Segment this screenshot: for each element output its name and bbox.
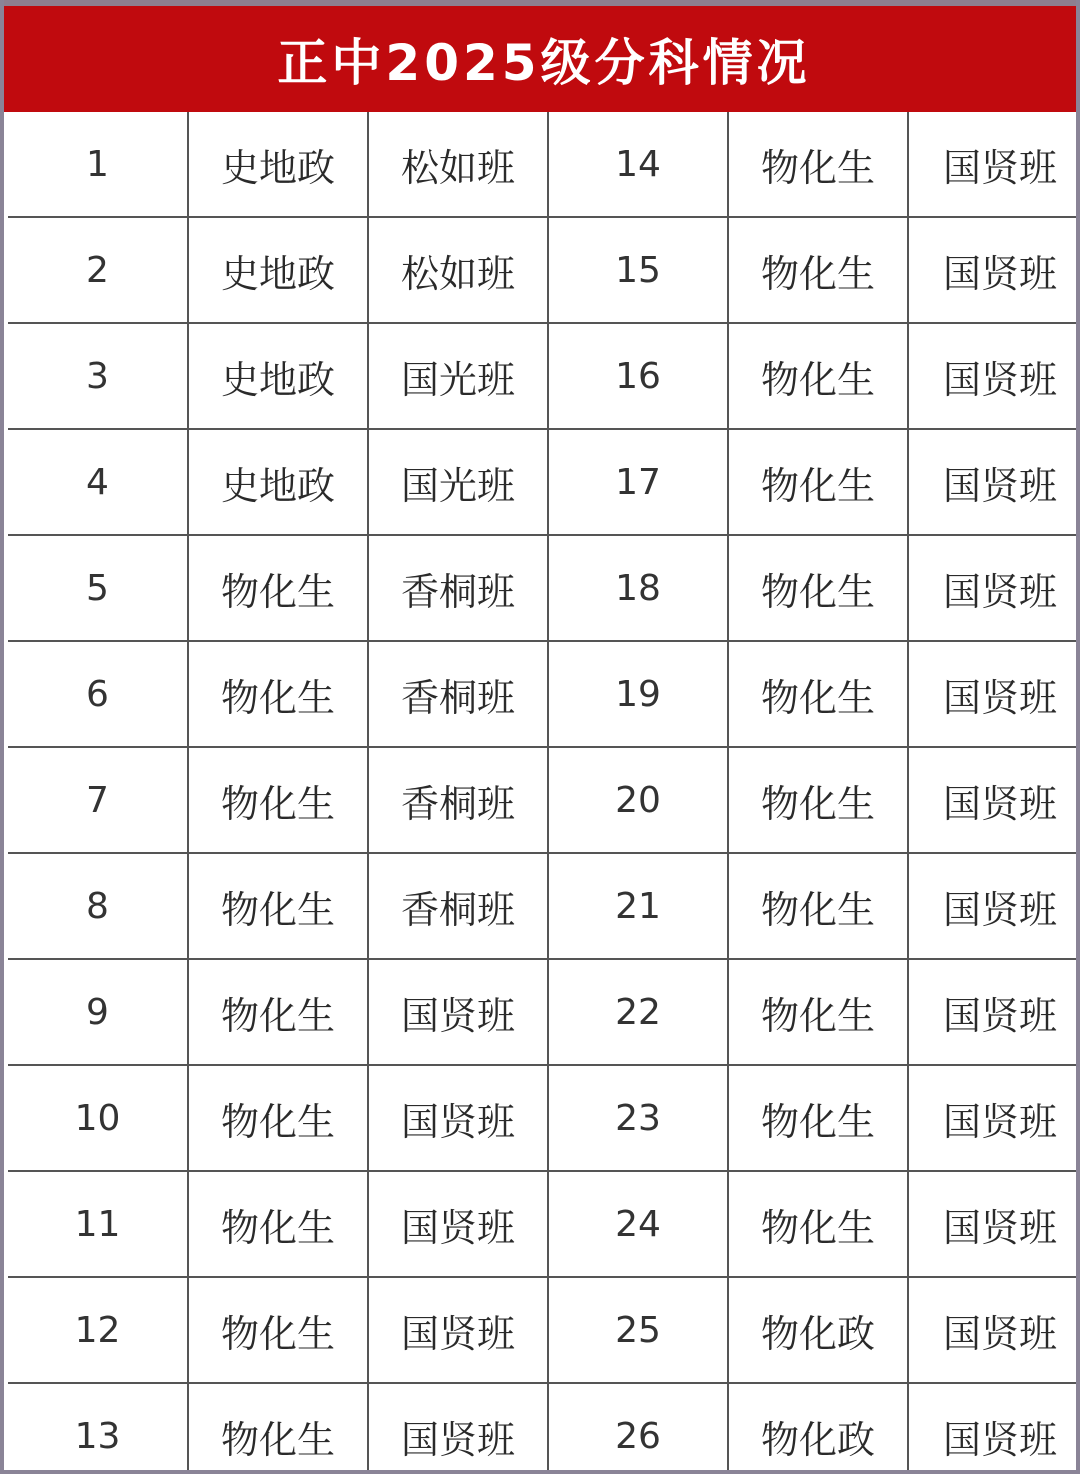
subject-combo-cell: 物化政 (728, 1277, 908, 1383)
class-number-cell: 5 (8, 535, 188, 641)
class-number-cell: 10 (8, 1065, 188, 1171)
subject-combo-cell: 物化政 (728, 1383, 908, 1474)
class-number-cell: 4 (8, 429, 188, 535)
class-number-cell: 8 (8, 853, 188, 959)
class-name-cell: 国贤班 (368, 959, 548, 1065)
table-row (8, 641, 1080, 747)
subject-combo-cell: 物化生 (728, 535, 908, 641)
class-number-cell: 6 (8, 641, 188, 747)
table-row (8, 1065, 1080, 1171)
class-name-cell: 国贤班 (908, 853, 1080, 959)
class-name-cell: 国贤班 (908, 112, 1080, 217)
class-name-cell: 国贤班 (908, 959, 1080, 1065)
class-number-cell: 12 (8, 1277, 188, 1383)
subject-combo-cell: 物化生 (188, 1277, 368, 1383)
class-name-cell: 国贤班 (908, 535, 1080, 641)
subject-combo-cell: 物化生 (188, 535, 368, 641)
subject-combo-cell: 物化生 (188, 747, 368, 853)
class-number-cell: 20 (548, 747, 728, 853)
table-row (8, 429, 1080, 535)
table-row (8, 1277, 1080, 1383)
subject-combo-cell: 物化生 (188, 959, 368, 1065)
table-row (8, 217, 1080, 323)
table-row (8, 853, 1080, 959)
subject-combo-cell: 物化生 (728, 217, 908, 323)
class-name-cell: 国贤班 (908, 1065, 1080, 1171)
class-name-cell: 松如班 (368, 112, 548, 217)
class-name-cell: 国贤班 (908, 1171, 1080, 1277)
class-name-cell: 香桐班 (368, 853, 548, 959)
class-number-cell: 2 (8, 217, 188, 323)
subject-combo-cell: 物化生 (188, 1065, 368, 1171)
subject-combo-cell: 物化生 (188, 641, 368, 747)
class-name-cell: 国光班 (368, 429, 548, 535)
table-row (8, 959, 1080, 1065)
class-number-cell: 14 (548, 112, 728, 217)
subject-combo-cell: 史地政 (188, 112, 368, 217)
subject-combo-cell: 物化生 (188, 1171, 368, 1277)
class-name-cell: 松如班 (368, 217, 548, 323)
table-row (8, 1383, 1080, 1474)
class-number-cell: 1 (8, 112, 188, 217)
class-name-cell: 国贤班 (368, 1383, 548, 1474)
class-name-cell: 国贤班 (368, 1171, 548, 1277)
subject-combo-cell: 史地政 (188, 217, 368, 323)
class-name-cell: 国贤班 (908, 641, 1080, 747)
class-number-cell: 16 (548, 323, 728, 429)
page-title: 正中2025级分科情况 (277, 34, 811, 92)
title-banner (4, 0, 1080, 112)
class-number-cell: 17 (548, 429, 728, 535)
class-name-cell: 国贤班 (908, 1277, 1080, 1383)
subject-combo-cell: 史地政 (188, 429, 368, 535)
class-number-cell: 13 (8, 1383, 188, 1474)
subject-combo-cell: 物化生 (728, 641, 908, 747)
class-number-cell: 21 (548, 853, 728, 959)
class-assignment-table (8, 112, 1080, 1474)
class-name-cell: 国贤班 (368, 1277, 548, 1383)
class-number-cell: 23 (548, 1065, 728, 1171)
subject-combo-cell: 物化生 (728, 1065, 908, 1171)
class-number-cell: 9 (8, 959, 188, 1065)
class-number-cell: 3 (8, 323, 188, 429)
class-name-cell: 国贤班 (908, 429, 1080, 535)
class-number-cell: 26 (548, 1383, 728, 1474)
class-number-cell: 19 (548, 641, 728, 747)
class-name-cell: 国贤班 (908, 1383, 1080, 1474)
table-row (8, 112, 1080, 217)
class-number-cell: 15 (548, 217, 728, 323)
class-name-cell: 国贤班 (908, 747, 1080, 853)
class-name-cell: 国贤班 (368, 1065, 548, 1171)
class-number-cell: 7 (8, 747, 188, 853)
subject-combo-cell: 物化生 (728, 323, 908, 429)
class-number-cell: 11 (8, 1171, 188, 1277)
class-name-cell: 香桐班 (368, 535, 548, 641)
table-row (8, 535, 1080, 641)
class-number-cell: 24 (548, 1171, 728, 1277)
table-row (8, 323, 1080, 429)
subject-combo-cell: 物化生 (728, 747, 908, 853)
class-name-cell: 香桐班 (368, 641, 548, 747)
class-name-cell: 香桐班 (368, 747, 548, 853)
class-name-cell: 国贤班 (908, 323, 1080, 429)
class-name-cell: 国光班 (368, 323, 548, 429)
subject-combo-cell: 物化生 (728, 429, 908, 535)
class-number-cell: 18 (548, 535, 728, 641)
subject-combo-cell: 物化生 (188, 1383, 368, 1474)
table-row (8, 1171, 1080, 1277)
subject-combo-cell: 物化生 (728, 112, 908, 217)
class-number-cell: 25 (548, 1277, 728, 1383)
subject-combo-cell: 物化生 (728, 1171, 908, 1277)
subject-combo-cell: 物化生 (728, 853, 908, 959)
subject-combo-cell: 物化生 (188, 853, 368, 959)
class-number-cell: 22 (548, 959, 728, 1065)
table-body (8, 112, 1080, 1474)
class-name-cell: 国贤班 (908, 217, 1080, 323)
subject-combo-cell: 史地政 (188, 323, 368, 429)
table-row (8, 747, 1080, 853)
subject-combo-cell: 物化生 (728, 959, 908, 1065)
